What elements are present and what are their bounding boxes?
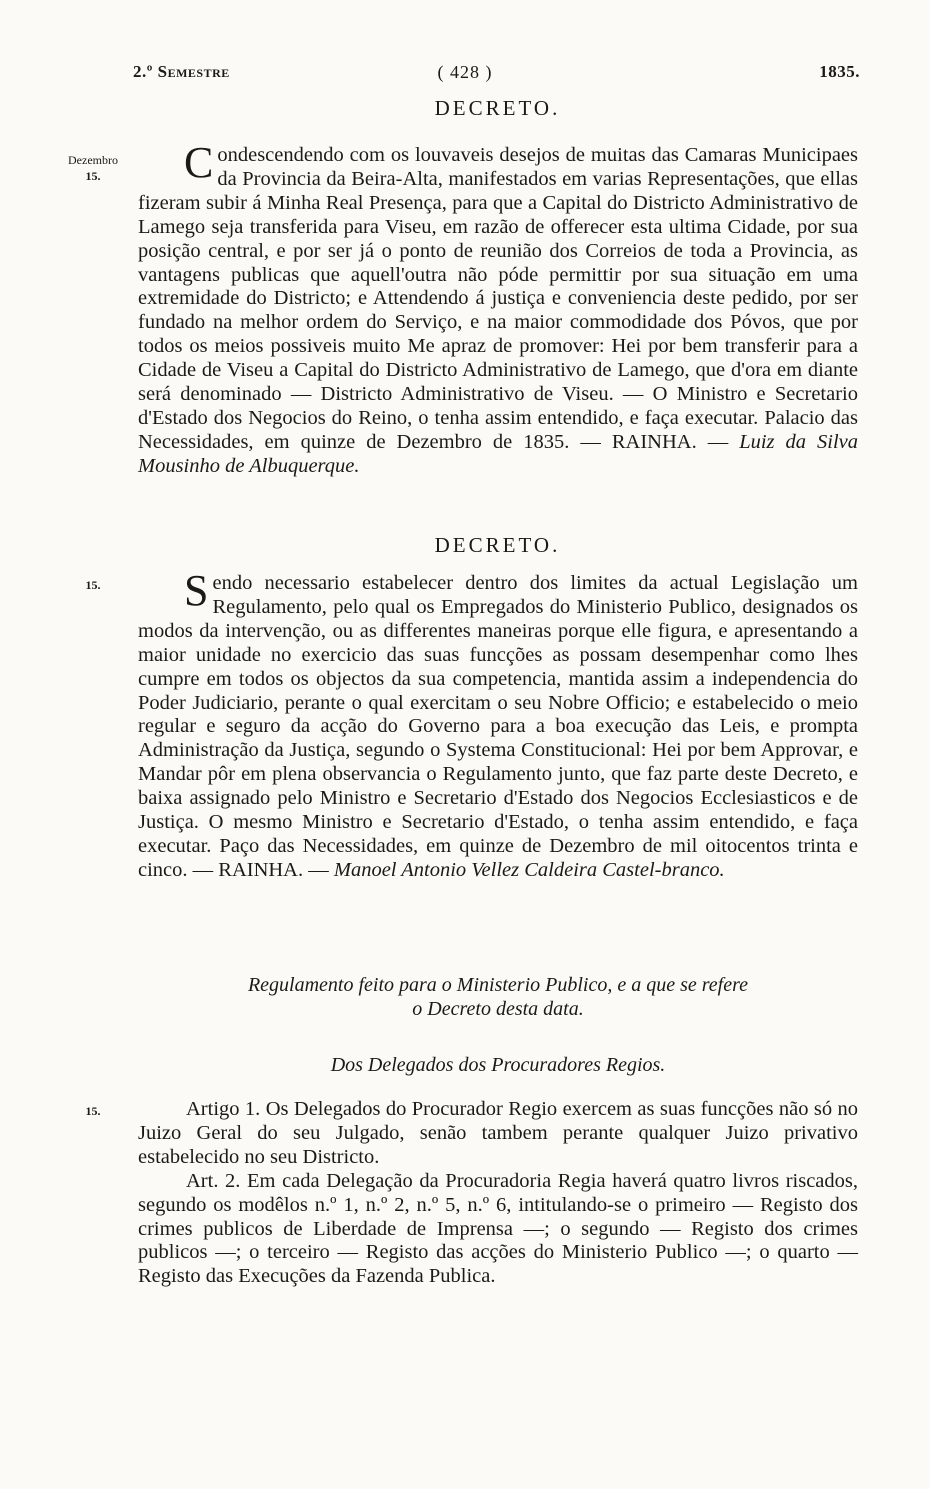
decree-2-dropcap: S: [184, 566, 209, 615]
decree-2-margin-date: [62, 577, 124, 593]
regulation-heading: [138, 973, 858, 1021]
decree-2-body: [138, 566, 858, 883]
decree-1-margin-date: [62, 152, 124, 184]
decree-1-body: [138, 138, 858, 479]
decree-1-title: DECRETO.: [434, 96, 561, 120]
decree-2-signature: Manoel Antonio Vellez Caldeira Castel-branco.: [333, 858, 725, 881]
article-1: Artigo 1. Os Delegados do Procurador Regio exercem as suas funcções não só no Juizo Geral do seu Julgado, senão tambem perante qualquer Juizo privativo estabelecido no seu Districto.: [138, 1098, 858, 1168]
regulation-heading-line-1: Regulamento feito para o Ministerio Publico, e a que se refere: [247, 974, 749, 996]
regulation-articles: [138, 1098, 858, 1289]
decree-2-text: endo necessario estabelecer dentro dos limites da actual Legislação um Regulamento, pelo qual os Empregados do Ministerio Publico, designados os modos da intervenção, ou as differentes maneiras porque elle figura, e apresentando a maior unidade no exercicio das suas funcções as possam desempenhar como lhes cumpre em todos os objectos da sua competencia, mantida assim a independencia do Poder Judiciario, perante o qual exercitam o seu Nobre Officio; e estabelecido o meio regular e seguro da acção do Governo para a boa execução das Leis, e prompta Administração da Justiça, segundo o Systema Constitucional: Hei por bem Approvar, e Mandar pôr em plena observancia o Regulamento junto, que faz parte deste Decreto, e baixa assignado pelo Ministro e Secretario d'Estado dos Negocios Ecclesiasticos e de Justiça. O mesmo Ministro e Secretario d'Estado, o tenha assim entendido, e faça executar. Paço das Necessidades, em quinze de Dezembro de mil oitocentos trinta e cinco. — RAINHA. —: [138, 572, 858, 881]
margin-day: 15.: [85, 169, 101, 183]
article-2: Art. 2. Em cada Delegação da Procuradoria Regia haverá quatro livros riscados, segundo os modêlos n.º 1, n.º 2, n.º 5, n.º 6, intitulando-se o primeiro — Registo dos crimes publicos de Liberdade de Imprensa —; o segundo — Registo dos crimes publicos —; o terceiro — Registo das acções do Ministerio Publico —; o quarto — Registo das Execuções da Fazenda Publica.: [138, 1169, 858, 1288]
decree-1-text: ondescendendo com os louvaveis desejos de muitas das Camaras Municipaes da Provincia da Beira-Alta, manifestados em varias Representações, que ellas fizeram subir á Minha Real Presença, para que a Capital do Districto Administrativo de Lamego seja transferida para Viseu, em razão de offerecer esta ultima Cidade, por sua posição central, e por ser já o ponto de reunião dos Correios de toda a Provincia, as vantagens publicas que aquell'outra não póde permittir por sua situação em uma extremidade do Districto; e Attendendo á justiça e conveniencia deste pedido, por ser fundado na melhor ordem do Serviço, e na maior commodidade dos Póvos, que por todos os meios possiveis muito Me apraz de promover: Hei por bem transferir para a Cidade de Viseu a Capital do Districto Administrativo de Lamego, que d'ora em diante será denominado — Districto Administrativo de Viseu. — O Ministro e Secretario d'Estado dos Negocios do Reino, o tenha assim entendido, e faça executar. Palacio das Necessidades, em quinze de Dezembro de 1835. — RAINHA. —: [138, 144, 858, 453]
page-header-year: 1835.: [819, 62, 860, 81]
page-header-left: 2.º Semestre: [133, 62, 230, 81]
margin-day: 15.: [85, 578, 101, 592]
regulation-margin-date: [62, 1103, 124, 1119]
decree-1-dropcap: C: [184, 138, 214, 187]
section-title: Dos Delegados dos Procuradores Regios.: [330, 1054, 666, 1076]
decree-1-signature: Luiz da Silva Mousinho de Albuquerque.: [138, 430, 858, 477]
margin-day: 15.: [85, 1104, 101, 1118]
decree-2-title: DECRETO.: [434, 533, 561, 557]
margin-month: Dezembro: [68, 153, 118, 167]
page-number: ( 428 ): [437, 62, 493, 82]
regulation-heading-line-2: o Decreto desta data.: [412, 998, 584, 1020]
